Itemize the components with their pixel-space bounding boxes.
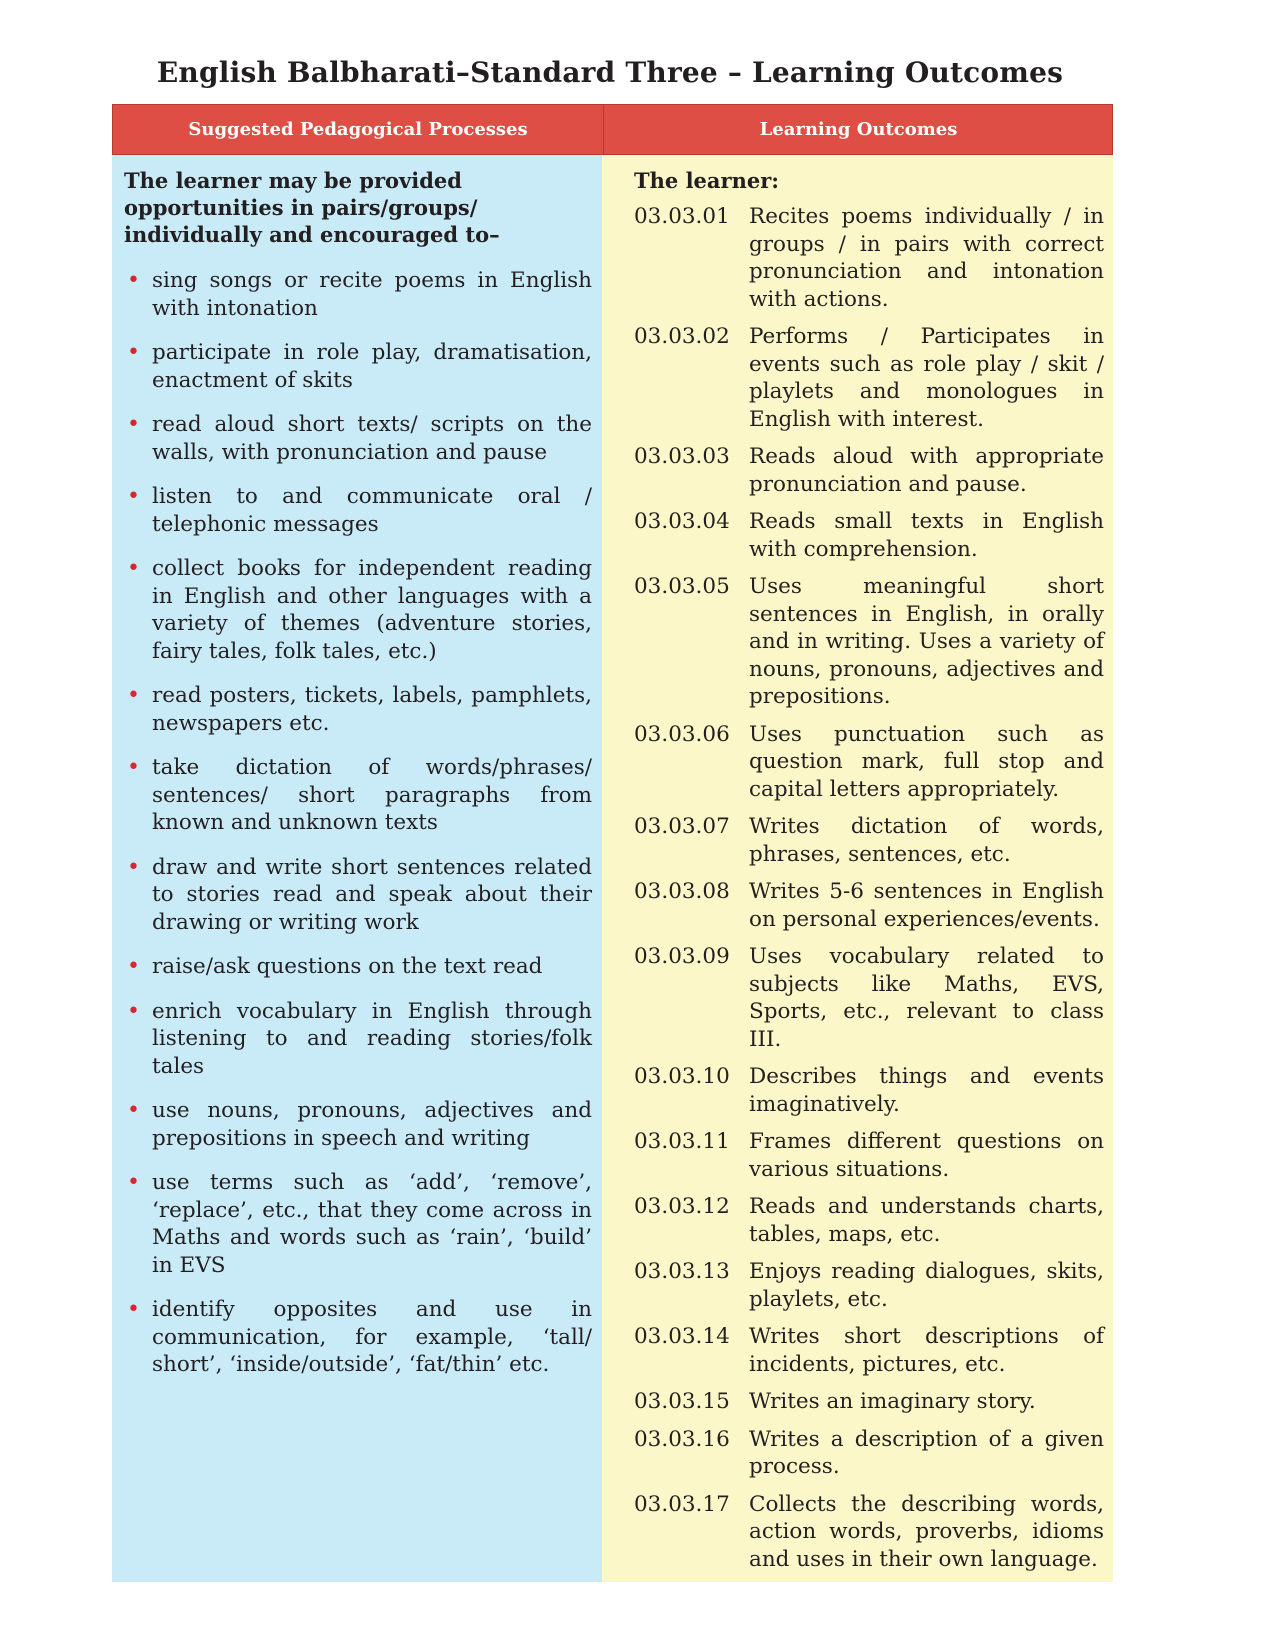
list-item (124, 267, 592, 322)
list-item-text: participate in role play, dramatisation, enactment of skits (152, 340, 592, 393)
outcome-text: Reads and understands charts, tables, maps, etc. (749, 1194, 1104, 1247)
table-header (112, 104, 1113, 155)
outcome-item (634, 943, 1104, 1053)
outcome-code: 03.03.08 (634, 879, 730, 904)
outcome-text: Writes 5-6 sentences in English on personal experiences/events. (749, 879, 1104, 932)
learning-outcomes-table (112, 104, 1113, 1582)
outcome-text: Writes dictation of words, phrases, sentences, etc. (749, 814, 1104, 867)
list-item (124, 998, 592, 1081)
bullet-icon: • (127, 1170, 140, 1195)
outcome-item (634, 1258, 1104, 1313)
outcome-item (634, 323, 1104, 433)
bullet-icon: • (127, 998, 140, 1024)
list-item-text: draw and write short sentences related to stories read and speak about their drawing or writing work (152, 854, 592, 935)
bullet-icon: • (127, 484, 140, 509)
outcome-code: 03.03.15 (634, 1389, 730, 1414)
list-item-text: identify opposites and use in communication, for example, ‘tall/ short’, ‘inside/outside’, ‘fat/thin’ etc. (152, 1297, 592, 1377)
list-item (124, 339, 592, 394)
outcome-code: 03.03.01 (634, 204, 730, 229)
list-item (124, 555, 592, 665)
outcome-code: 03.03.02 (634, 324, 730, 349)
bullet-icon: • (127, 340, 140, 365)
list-item (124, 854, 592, 937)
outcome-code: 03.03.09 (634, 944, 730, 969)
outcome-item (634, 573, 1104, 711)
outcome-text: Recites poems individually / in groups / in pairs with correct pronunciation and intonation with actions. (749, 204, 1104, 312)
outcome-item (634, 1388, 1104, 1416)
bullet-icon: • (127, 1098, 140, 1123)
outcome-code: 03.03.17 (634, 1491, 730, 1517)
list-item (124, 682, 592, 737)
list-item (124, 953, 592, 981)
outcome-item (634, 203, 1104, 313)
learner-label: The learner: (634, 168, 780, 193)
list-item (124, 1169, 592, 1279)
list-item-text: take dictation of words/phrases/ sentences/ short paragraphs from known and unknown texts (152, 755, 592, 835)
outcome-code: 03.03.06 (634, 721, 730, 747)
outcome-item (634, 1426, 1104, 1481)
outcome-item (634, 508, 1104, 563)
header-pedagogical-processes: Suggested Pedagogical Processes (188, 119, 528, 140)
outcome-text: Writes a description of a given process. (749, 1426, 1104, 1479)
outcome-text: Performs / Participates in events such as role play / skit / playlets and monologues in English with interest. (749, 324, 1104, 432)
bullet-icon: • (127, 683, 140, 708)
list-item-text: listen to and communicate oral / telephonic messages (152, 484, 592, 537)
list-item-text: enrich vocabulary in English through listening to and reading stories/folk tales (152, 998, 592, 1079)
outcome-code: 03.03.10 (634, 1064, 730, 1089)
outcome-text: Uses punctuation such as question mark, full stop and capital letters appropriately. (749, 721, 1104, 802)
outcome-item (634, 1193, 1104, 1248)
list-item-text: sing songs or recite poems in English with intonation (152, 268, 592, 321)
outcome-code: 03.03.07 (634, 814, 730, 839)
outcome-item (634, 1128, 1104, 1183)
outcome-item (634, 1491, 1104, 1574)
outcome-code: 03.03.16 (634, 1426, 730, 1452)
header-learning-outcomes: Learning Outcomes (603, 105, 1113, 154)
outcome-item (634, 721, 1104, 804)
bullet-icon: • (127, 954, 140, 979)
pedagogy-intro: The learner may be provided opportunities in pairs/groups/ individually and encouraged to– (124, 168, 500, 247)
bullet-icon: • (127, 755, 140, 780)
outcome-item (634, 813, 1104, 868)
outcome-text: Frames different questions on various situations. (749, 1129, 1104, 1182)
outcome-code: 03.03.04 (634, 509, 730, 534)
learning-outcomes-column (602, 155, 1113, 1582)
outcome-code: 03.03.14 (634, 1324, 730, 1349)
list-item-text: raise/ask questions on the text read (152, 954, 543, 979)
outcome-text: Enjoys reading dialogues, skits, playlets, etc. (749, 1259, 1104, 1312)
bullet-icon: • (127, 412, 140, 437)
outcome-item (634, 1063, 1104, 1118)
outcome-text: Collects the describing words, action words, proverbs, idioms and uses in their own language. (749, 1491, 1104, 1572)
outcome-code: 03.03.13 (634, 1259, 730, 1284)
list-item (124, 1097, 592, 1152)
outcome-text: Uses vocabulary related to subjects like Maths, EVS, Sports, etc., relevant to class III. (749, 944, 1104, 1052)
list-item (124, 754, 592, 837)
bullet-icon: • (127, 854, 140, 880)
outcome-text: Writes an imaginary story. (749, 1389, 1036, 1414)
outcome-item (634, 1323, 1104, 1378)
bullet-icon: • (127, 268, 140, 293)
outcome-code: 03.03.03 (634, 444, 730, 469)
outcome-code: 03.03.05 (634, 574, 730, 599)
outcome-item (634, 443, 1104, 498)
outcome-item (634, 878, 1104, 933)
outcome-text: Uses meaningful short sentences in English, in orally and in writing. Uses a variety of nouns, pronouns, adjectives and prepositions. (749, 574, 1104, 709)
list-item (124, 1296, 592, 1379)
bullet-icon: • (127, 556, 140, 581)
list-item-text: use terms such as ‘add’, ‘remove’, ‘replace’, etc., that they come across in Maths and words such as ‘rain’, ‘build’ in EVS (152, 1170, 592, 1278)
outcome-text: Writes short descriptions of incidents, pictures, etc. (749, 1324, 1104, 1377)
list-item-text: read posters, tickets, labels, pamphlets, newspapers etc. (152, 683, 592, 736)
outcome-text: Reads aloud with appropriate pronunciation and pause. (749, 444, 1104, 497)
list-item (124, 483, 592, 538)
list-item-text: use nouns, pronouns, adjectives and prepositions in speech and writing (152, 1098, 592, 1151)
outcome-text: Reads small texts in English with comprehension. (749, 509, 1104, 562)
list-item-text: collect books for independent reading in English and other languages with a variety of themes (adventure stories, fairy tales, folk tales, etc.) (152, 556, 592, 664)
outcomes-list (634, 203, 1104, 1583)
pedagogy-list (124, 267, 592, 1396)
outcome-text: Describes things and events imaginatively. (749, 1064, 1104, 1117)
outcome-code: 03.03.11 (634, 1129, 730, 1154)
page-title: English Balbharati–Standard Three – Learning Outcomes (156, 56, 1064, 89)
outcome-code: 03.03.12 (634, 1194, 730, 1219)
bullet-icon: • (127, 1297, 140, 1322)
list-item-text: read aloud short texts/ scripts on the walls, with pronunciation and pause (152, 412, 592, 465)
pedagogical-processes-column (112, 155, 602, 1582)
list-item (124, 411, 592, 466)
